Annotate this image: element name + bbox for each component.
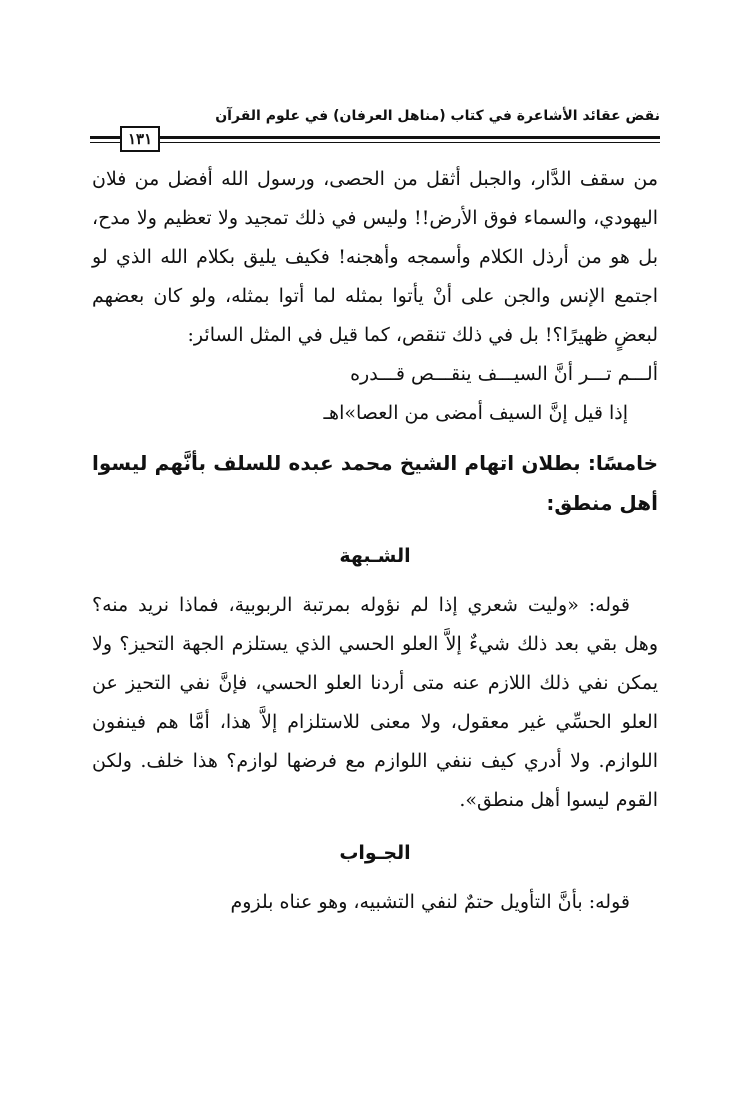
page-number: ١٣١ bbox=[120, 126, 160, 152]
page-body bbox=[92, 160, 658, 922]
paragraph-2: قوله: «وليت شعري إذا لم نؤوله بمرتبة الربوبية، فماذا نريد منه؟ وهل بقي بعد ذلك شيءٌ إلاَّ العلو الحسي الذي يستلزم الجهة التحيز؟ ولا يمكن نفي ذلك اللازم عنه متى أردنا العلو الحسي، فإنَّ نفي التحيز عن العلو الحسِّي غير معقول، ولا معنى للاستلزام إلاَّ هذا، أمَّا هم فينفون اللوازم. ولا أدري كيف ننفي اللوازم مع فرضها لوازم؟ هذا خلف. ولكن القوم ليسوا أهل منطق». bbox=[92, 594, 658, 811]
header-rule bbox=[90, 130, 660, 148]
section-heading: خامسًا: بطلان اتهام الشيخ محمد عبده للسلف بأنَّهم ليسوا أهل منطق: bbox=[92, 451, 658, 515]
jawab-heading: الجـواب bbox=[339, 842, 411, 864]
running-title: نقض عقائد الأشاعرة في كتاب (مناهل العرفان) في علوم القرآن bbox=[215, 108, 660, 124]
rule-line-thin bbox=[90, 142, 660, 143]
shubha-heading: الشـبهة bbox=[339, 545, 411, 567]
verse-line-2: إذا قيل إنَّ السيف أمضى من العصا»اهـ bbox=[323, 402, 628, 424]
verse-line-1: ألـــم تـــر أنَّ السيـــف ينقـــص قـــدره bbox=[350, 363, 658, 385]
rule-line-thick bbox=[90, 136, 660, 139]
paragraph-3: قوله: بأنَّ التأويل حتمٌ لنفي التشبيه، وهو عناه بلزوم bbox=[230, 891, 630, 913]
paragraph-1: من سقف الدَّار، والجبل أثقل من الحصى، ورسول الله أفضل من فلان اليهودي، والسماء فوق الأرض!! وليس في ذلك تمجيد ولا تعظيم ولا مدح، بل هو من أرذل الكلام وأسمجه وأهجنه! فكيف يليق بكلام الله الذي لو اجتمع الإنس والجن على أنْ يأتوا بمثله لما أتوا بمثله، ولو كان بعضهم لبعضٍ ظهيرًا؟! بل في ذلك تنقص، كما قيل في المثل السائر: bbox=[92, 168, 658, 346]
